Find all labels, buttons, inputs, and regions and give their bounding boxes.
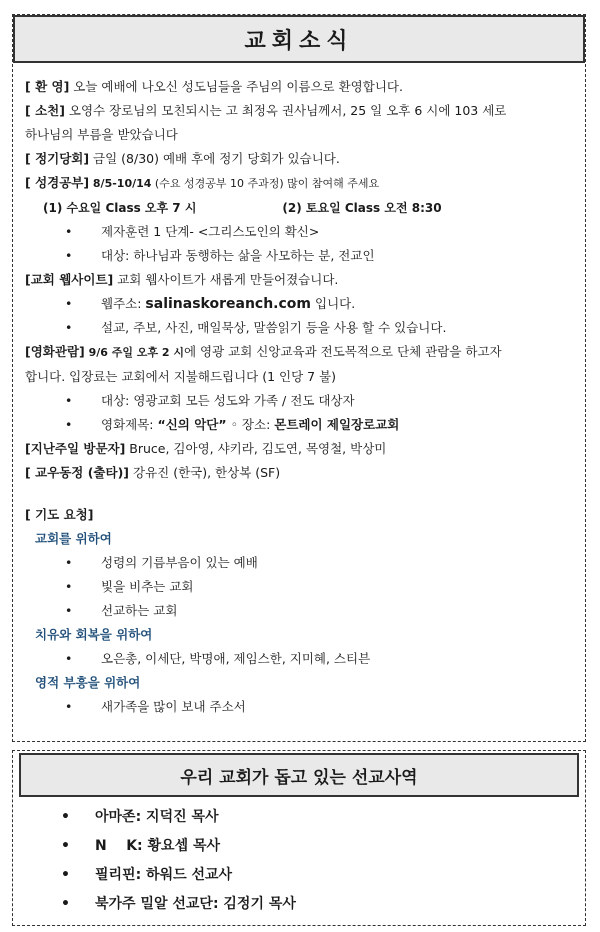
section-gap xyxy=(25,485,581,503)
bible-study-item: • 대상: 하나님과 동행하는 삶을 사모하는 분, 전교인 xyxy=(25,244,581,268)
website-url-item xyxy=(25,292,581,316)
visitors-text: Bruce, 김아영, 샤키라, 김도연, 목영철, 박상미 xyxy=(125,441,387,456)
prayer-label: [ 기도 요청] xyxy=(25,507,94,522)
website-url-link[interactable]: salinaskoreanch.com xyxy=(145,296,312,312)
staff-line xyxy=(25,461,581,485)
prayer-item: • 빛을 비추는 교회 xyxy=(25,575,581,599)
bible-study-dates: 8/5-10/14 xyxy=(89,177,152,190)
staff-label: [ 교우동정 (출타)] xyxy=(25,465,130,480)
prayer-item: • 새가족을 많이 보내 주소서 xyxy=(25,695,581,719)
movie-label: [영화관람] xyxy=(25,344,85,359)
bible-study-text: (수요 성경공부 10 주과정) 많이 참여해 주세요 xyxy=(151,177,380,190)
welcome-text: 오늘 예배에 나오신 성도님들을 주님의 이름으로 환영합니다. xyxy=(69,79,403,94)
meeting-text: 금일 (8/30) 예배 후에 정기 당회가 있습니다. xyxy=(89,151,340,166)
missions-list xyxy=(13,803,585,919)
bible-study-item: • 제자훈련 1 단계- <그리스도인의 확신> xyxy=(25,220,581,244)
mission-item: • 아마존: 지덕진 목사 xyxy=(13,803,585,832)
movie-title-item xyxy=(25,413,581,437)
church-news-content xyxy=(25,75,581,719)
visitors-line xyxy=(25,437,581,461)
movie-line xyxy=(25,340,581,365)
movie-title: “신의 악단” xyxy=(157,417,227,432)
funeral-line xyxy=(25,99,581,123)
bible-study-classes xyxy=(25,196,581,220)
movie-text: 에 영광 교회 신앙교육과 전도목적으로 단체 관람을 하고자 xyxy=(184,344,502,359)
meeting-label: [ 정기당회] xyxy=(25,151,90,166)
church-news-title: 교회소식 xyxy=(13,15,585,63)
bible-study-line xyxy=(25,171,581,196)
welcome-label: [ 환 영] xyxy=(25,79,70,94)
meeting-line xyxy=(25,147,581,171)
church-news-box xyxy=(12,14,586,742)
mission-item: • 필리핀: 하워드 선교사 xyxy=(13,861,585,890)
prayer-revival-heading: 영적 부흥을 위하여 xyxy=(35,675,141,690)
funeral-label: [ 소천] xyxy=(25,103,65,118)
prayer-item: • 성령의 기름부음이 있는 예배 xyxy=(25,551,581,575)
movie-text-cont: 합니다. 입장료는 교회에서 지불해드립니다 (1 인당 7 불) xyxy=(25,369,337,384)
website-url-suffix: 입니다. xyxy=(311,296,356,311)
funeral-text: 오영수 장로님의 모친되시는 고 최정옥 권사님께서, 25 일 오후 6 시에 103 세로 xyxy=(64,103,507,118)
website-text: 교회 웹사이트가 새롭게 만들어졌습니다. xyxy=(113,272,339,287)
prayer-item: • 오은총, 이세단, 박명애, 제임스한, 지미혜, 스티븐 xyxy=(25,647,581,671)
website-line xyxy=(25,268,581,292)
mission-item: • N K: 황요셉 목사 xyxy=(13,832,585,861)
staff-text: 강유진 (한국), 한상복 (SF) xyxy=(129,465,281,480)
prayer-healing-heading: 치유와 회복을 위하여 xyxy=(35,627,153,642)
movie-audience-item: • 대상: 영광교회 모든 성도와 가족 / 전도 대상자 xyxy=(25,389,581,413)
welcome-line xyxy=(25,75,581,99)
movie-title-prefix: 영화제목: xyxy=(101,417,158,432)
class-wednesday: (1) 수요일 Class 오후 7 시 xyxy=(43,201,197,215)
mission-item: • 북가주 밀알 선교단: 김정기 목사 xyxy=(13,890,585,919)
prayer-item: • 선교하는 교회 xyxy=(25,599,581,623)
movie-date: 9/6 주일 오후 2 시 xyxy=(84,346,184,359)
missions-title: 우리 교회가 돕고 있는 선교사역 xyxy=(19,753,579,797)
website-url-prefix: 웹주소: xyxy=(101,296,146,311)
prayer-church-heading: 교회를 위하여 xyxy=(35,531,112,546)
website-features-item: • 설교, 주보, 사진, 매일묵상, 말씀읽기 등을 사용 할 수 있습니다. xyxy=(25,316,581,340)
visitors-label: [지난주일 방문자] xyxy=(25,441,126,456)
website-label: [교회 웹사이트] xyxy=(25,272,114,287)
movie-place: 몬트레이 제일장로교회 xyxy=(274,417,400,432)
movie-place-prefix: ◦ 장소: xyxy=(226,417,275,432)
class-saturday: (2) 토요일 Class 오전 8:30 xyxy=(282,201,442,215)
bible-study-label: [ 성경공부] xyxy=(25,175,90,190)
funeral-text-cont: 하나님의 부름을 받았습니다 xyxy=(25,127,178,142)
missions-box xyxy=(12,750,586,926)
